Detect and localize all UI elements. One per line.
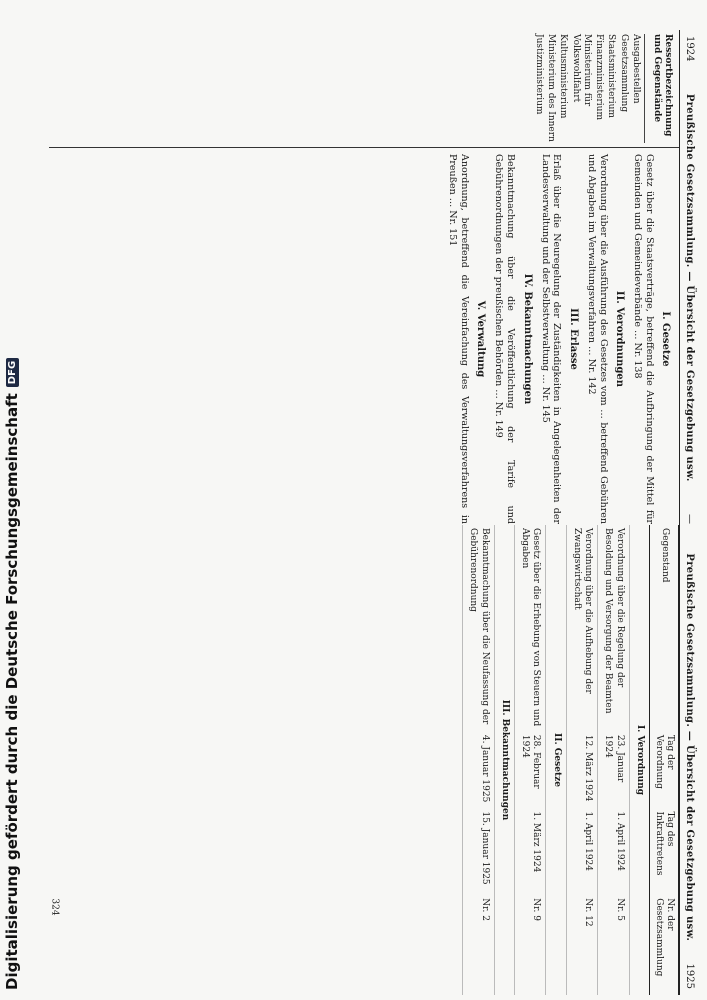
table-cell: 1. April 1924 — [598, 808, 630, 895]
table-row — [463, 525, 495, 995]
table-cell: Verordnung über die Regelung der Besoldung und Versorgung der Beamten — [598, 525, 630, 732]
bottom-page-header-title: Preußische Gesetzsammlung. — Übersicht der Gesetzgebung usw. — [684, 553, 695, 942]
left-column-title: Ressortbezeichnung und Gegenstände — [652, 34, 674, 137]
top-page-number: — — [684, 514, 695, 524]
top-page — [47, 30, 697, 530]
table-row — [566, 525, 598, 995]
left-column-item: Ministerium des Innern — [546, 34, 557, 142]
section — [493, 154, 533, 524]
column-header: Gegenstand — [650, 525, 680, 732]
table-cell: Gesetz über die Erhebung von Steuern und Abgaben — [515, 525, 547, 732]
page-number: 324 — [49, 898, 60, 916]
section — [539, 154, 579, 524]
section-title: III. Bekanntmachungen — [494, 525, 514, 995]
table-cell: Verordnung über die Aufhebung der Zwangswirtschaft — [566, 525, 598, 732]
table-cell: Nr. 9 — [515, 895, 547, 995]
section-row — [546, 525, 566, 995]
section-text: Anordnung, betreffend die Vereinfachung des Verwaltungsverfahrens in Preußen … Nr. 151 — [447, 154, 470, 524]
left-column-item: Ministerium für Volkswohlfahrt — [570, 34, 592, 107]
section-text: Verordnung über die Ausführung des Gesetzes vom … betreffend Gebühren und Abgaben im Verwaltungsverfahren … Nr. 142 — [585, 154, 609, 524]
top-page-year: 1924 — [684, 36, 695, 62]
left-column-item: Finanzministerium — [594, 34, 605, 120]
table-cell: 15. Januar 1925 — [463, 808, 495, 895]
section-heading: III. Erlasse — [568, 308, 579, 370]
left-column-item: Kultusministerium — [558, 34, 569, 119]
section-heading: I. Gesetze — [660, 311, 672, 367]
left-column-item: Ausgabestellen — [631, 34, 641, 104]
section-text: Gesetz über die Staatsverträge, betreffend die Aufbringung der Mittel für Gemeinden und Gemeindeverbände … Nr. 138 — [632, 154, 655, 524]
top-page-header-title: Preußische Gesetzsammlung. — Übersicht der Gesetzgebung usw. — [684, 93, 695, 482]
section-heading: IV. Bekanntmachungen — [521, 273, 533, 405]
table-cell: Bekanntmachung über die Neufassung der Gebührenordnung — [463, 525, 495, 732]
section — [446, 154, 486, 524]
section-title: II. Gesetze — [546, 525, 566, 995]
column-header: Nr. der Gesetzsammlung — [650, 895, 680, 995]
table-cell: 23. Januar 1924 — [598, 732, 630, 809]
table-cell: Nr. 5 — [598, 895, 630, 995]
section-title: I. Verordnung — [629, 525, 649, 995]
section-row — [494, 525, 514, 995]
left-column-item: Staatsministerium — [606, 34, 617, 118]
top-right-column — [50, 148, 680, 530]
bottom-page-header — [680, 525, 698, 995]
table-cell: Nr. 12 — [566, 895, 598, 995]
funding-footer — [3, 0, 21, 990]
column-header: Tag des Inkrafttretens — [650, 808, 680, 895]
left-column-item: Justizministerium — [534, 34, 544, 115]
section-text: Erlaß über die Neuregelung der Zuständigkeiten in Angelegenheiten der Landesverwaltung und der Selbstverwaltung … Nr. 145 — [539, 154, 563, 524]
top-page-header — [680, 30, 698, 530]
left-column-item: Gesetzsammlung — [618, 34, 629, 113]
table-cell: 1. April 1924 — [566, 808, 598, 895]
section-heading: V. Verwaltung — [475, 300, 487, 378]
legislation-table — [462, 525, 679, 995]
table-cell: 1. März 1924 — [515, 808, 547, 895]
table-header-row — [650, 525, 680, 995]
section-text: Bekanntmachung über die Veröffentlichung der Tarife und Gebührenordnungen der preußischen Behörden … Nr. 149 — [493, 154, 517, 524]
table-cell: 12. März 1924 — [566, 732, 598, 809]
section-row — [629, 525, 649, 995]
dfg-logo: DFG — [6, 358, 19, 387]
section — [585, 154, 625, 524]
column-header: Tag der Verordnung — [650, 732, 680, 809]
bottom-page — [47, 525, 697, 995]
table-row — [515, 525, 547, 995]
footer-text: Digitalisierung gefördert durch die Deutsche Forschungsgemeinschaft — [3, 393, 21, 990]
section-heading: II. Verordnungen — [614, 290, 626, 388]
table-row — [598, 525, 630, 995]
section — [631, 154, 671, 524]
top-left-column — [50, 30, 680, 148]
table-cell: 28. Februar 1924 — [515, 732, 547, 809]
table-cell: 4. Januar 1925 — [463, 732, 495, 809]
table-cell: Nr. 2 — [463, 895, 495, 995]
bottom-page-number: 1925 — [684, 963, 695, 989]
